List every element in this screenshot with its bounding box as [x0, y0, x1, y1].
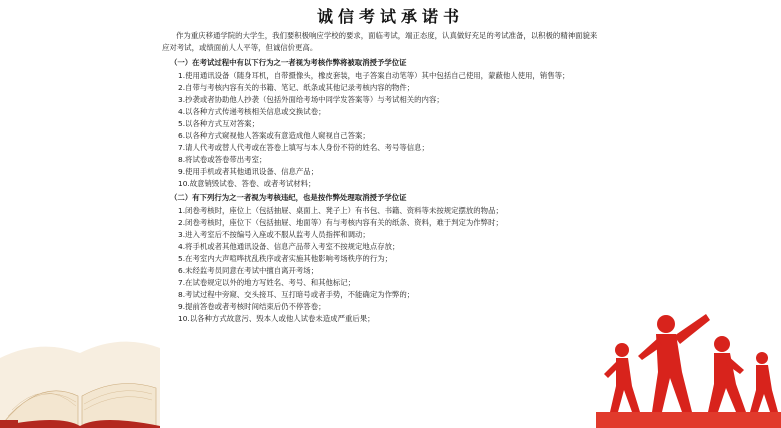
document-body: [162, 30, 602, 325]
list-item: 6.未经监考员同意在考试中擅自离开考场；: [178, 266, 319, 275]
section-2-heading: （二）有下列行为之一者视为考核违纪，也是按作弊处理取消授予学位证: [170, 193, 407, 202]
intro-paragraph: 作为重庆移通学院的大学生，我们要积极响应学校的要求，面临考试，端正态度，认真做好充足的考试准备，以积极的精神面貌来应对考试，或绩面前人人平等，但诚信价更高。: [162, 31, 598, 52]
section-1-heading: （一）在考试过程中有以下行为之一者视为考核作弊将被取消授予学位证: [170, 58, 407, 67]
list-item: 10.以各种方式故意污、毁本人或他人试卷未造成严重后果；: [178, 314, 375, 323]
list-item: 9.使用手机或者其他通讯设备、信息产品；: [178, 167, 319, 176]
list-item: 2.闭卷考核时，座位下（包括抽屉、地面等）有与考核内容有关的纸条、资料，难于判定为作弊时；: [178, 218, 503, 227]
list-item: 3.进入考室后不按编号入座或不服从监考人员指挥和调动；: [178, 230, 370, 239]
list-item: 7.在试卷规定以外的地方写姓名、考号、和其他标记；: [178, 278, 356, 287]
document-title: 诚信考试承诺书: [316, 7, 464, 26]
runners-silhouette-icon: [596, 300, 781, 428]
list-item: 2.自带与考核内容有关的书籍、笔记、纸条或其他记录考核内容的物件；: [178, 83, 415, 92]
list-item: 5.以各种方式互对答案；: [178, 119, 259, 128]
list-item: 4.以各种方式传递考核相关信息或交换试卷；: [178, 107, 326, 116]
section-2-list: [162, 205, 602, 325]
list-item: 10.故意销毁试卷、答卷、或者考试材料；: [178, 179, 316, 188]
list-item: 5.在考室内大声喧哗扰乱秩序或者实施其他影响考场秩序的行为；: [178, 254, 392, 263]
list-item: 8.将试卷或答卷带出考室；: [178, 155, 267, 164]
list-item: 8.考试过程中旁窥、交头接耳、互打暗号或者手势，不能确定为作弊的；: [178, 290, 415, 299]
list-item: 4.将手机或者其他通讯设备、信息产品带入考室不按规定地点存放；: [178, 242, 400, 251]
list-item: 1.使用通讯设备（随身耳机，自带摄像头，橡皮套装，电子答案自动笔等）其中包括自己使用，蒙蔽他人使用，销售等；: [178, 71, 570, 80]
list-item: 3.抄袭或者协助他人抄袭（包括外面给考场中同学发答案等）与考试相关的内容；: [178, 95, 444, 104]
list-item: 1.闭卷考核时，座位上（包括抽屉、桌面上、凳子上）有书包、书籍、资料等未按规定摆放的物品；: [178, 206, 503, 215]
open-book-icon: [0, 318, 160, 428]
list-item: 7.请人代考或替人代考或在答卷上填写与本人身份不符的姓名、考号等信息；: [178, 143, 429, 152]
section-1-list: [162, 70, 602, 190]
list-item: 9.提前答卷或者考核时间结束后仍不停答卷；: [178, 302, 326, 311]
list-item: 6.以各种方式窥视他人答案或有意造成他人窥视自己答案；: [178, 131, 370, 140]
